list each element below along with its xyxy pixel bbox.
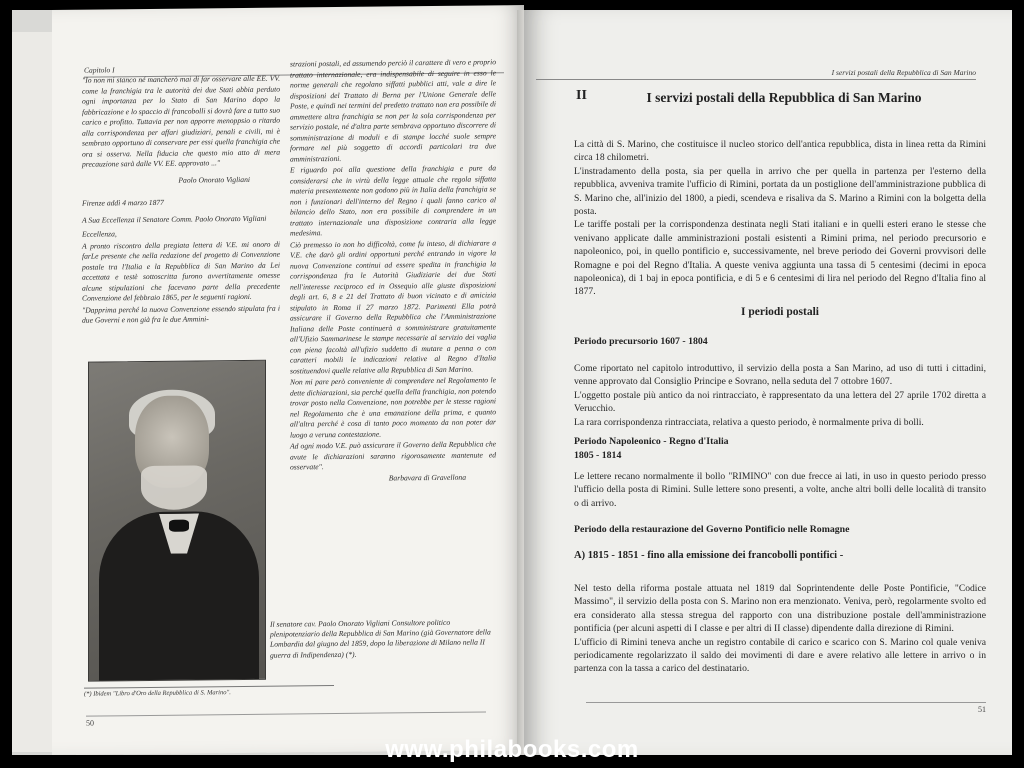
portrait-photo <box>88 360 266 682</box>
letter-salutation: Eccellenza, <box>82 229 117 239</box>
intro-paragraph: L'instradamento della posta, sia per quella in arrivo che per quella in partenza per l'esterno della repubblica, avveniva tramite l'ufficio di Rimini, portata da un postiglione dell'amministrazione pubblica di S. Marino che, all'inizio del 1800, a piedi, scendeva e risaliva da S. Marino a Rimini con la bolgetta della posta. <box>574 165 986 218</box>
letter-continuation-4: Non mi pare però conveniente di comprendere nel Regolamento le dette dichiarazioni, sia perché quella della franchigia, non potendo trovar posto nella Convenzione, non potrebbe per le stesse ragioni nel Regolamento che è una emanazione della prima, e quanto all'altra perché è cosa di tanto poco momento da non poter dar luogo a veruna contestazione. <box>290 375 496 440</box>
page-number-left: 50 <box>86 711 486 727</box>
portrait-beard <box>141 465 207 510</box>
page-number-right: 51 <box>586 702 986 714</box>
period3-title: Periodo della restaurazione del Governo Pontificio nelle Romagne <box>574 524 850 535</box>
portrait-tie <box>169 520 189 532</box>
period2-paragraph: Le lettere recano normalmente il bollo "RIMINO" con due frecce ai lati, in uso in questo periodo presso l'ufficio della posta di Rimini. Sulle lettere sono presenti, a volte, anche altri bolli delle località di transito o di arrivo. <box>574 471 986 509</box>
section-title: I periodi postali <box>741 306 819 318</box>
chapter-title: I servizi postali della Repubblica di San Marino <box>646 90 922 105</box>
period1-paragraph: La rara corrispondenza rintracciata, relativa a questo periodo, è normalmente priva di bolli. <box>574 416 924 428</box>
letter-continuation-2: E riguardo poi alla questione della franchigia e pure da considerarsi che in virtù della legge attuale che regola siffatta materia presentemente non godono più in Italia della franchigia se non i funzionari dell'interno del Regno i quali fanno carico al bilancio dello Stato, non era possibile di comprendere in un trattato internazionale una disposizione contraria alla legge medesima. <box>290 163 496 238</box>
period1-title: Periodo precursorio 1607 - 1804 <box>574 336 708 347</box>
right-running-head: I servizi postali della Repubblica di San Marino <box>536 68 976 80</box>
signature-vigliani: Paolo Onorato Vigliani <box>178 174 250 185</box>
period1-paragraph: Come riportato nel capitolo introduttivo, il servizio della posta a San Marino, ad uso di tutti i cittadini, venne approvato dal Consiglio Principe e Sovrano, nella seduta del 7 ottobre 1607. <box>574 363 986 388</box>
letter-continuation-3: Ciò premesso io non ho difficoltà, come fu inteso, di dichiarare a V.E. che darò gli ordini opportuni perché entrando in vigore la nuova Convenzione continui ad essere spedita in franchigia la corrispondenza fra le Autorità Giudiziarie dei due Stati nell'interesse reciproco ed in Ossequio alle giuste disposizioni degli art. 6, 8 e 21 del Trattato di buon vicinato e di amicizia stipulato in Roma il 27 marzo 1872. Parimenti Ella potrà assicurare il Governo della Repubblica che l'Amministrazione Italiana delle Poste continuerà a somministrare gratuitamente all'Ufizio Sammarinese le stampe necessarie al servizio dei vaglia con piena facoltà all'ufizio suddetto di mutare a penna o con caratteri mobili le indicazioni relative al Regno d'Italia sostituendovi quelle relative alla Repubblica di San Marino. <box>290 237 496 376</box>
left-column-text <box>82 74 280 328</box>
period2-text <box>574 470 986 510</box>
period2-years: 1805 - 1814 <box>574 450 622 461</box>
period3-paragraph: L'ufficio di Rimini teneva anche un registro contabile di carico e scarico con S. Marino col quale veniva periodicamente regolarizzato il saldo dei movimenti di dare e avere relativo alle lettere in arrivo o in partenza con la tassa a carico del destinatario. <box>574 636 986 675</box>
period2-title: Periodo Napoleonico - Regno d'Italia <box>574 436 729 447</box>
photo-caption: Il senatore cav. Paolo Onorato Vigliani Consultore politico plenipotenziario della Repubblica di San Marino (già Governatore della Lombardia dal giugno del 1859, dopo la liberazione di Milano nella II guerra di Indipendenza) (*). <box>270 617 491 660</box>
letter-date: Firenze addì 4 marzo 1877 <box>82 197 164 208</box>
period3a-title: A) 1815 - 1851 - fino alla emissione dei francobolli pontifici - <box>574 550 844 561</box>
intro-paragraph: La città di S. Marino, che costituisce il nucleo storico dell'antica repubblica, dista in linea retta da Rimini circa 18 chilometri. <box>574 139 986 164</box>
right-page <box>524 10 1012 755</box>
intro-paragraph: Le tariffe postali per la corrispondenza destinata negli Stati italiani e in quelli esteri erano le stesse che venivano applicate dalle amministrazioni postali esistenti a Rimini prima, nel periodo precursorio e napoleonico, poi, in quello pontificio e, successivamente, nel breve periodo dei Governi provvisori delle Romagne e poi del Regno d'Italia. A queste veniva aggiunta una tassa di 5 centesimi (decimi in epoca napoleonica), di 1 baj in epoca pontificia, e di 5 e 6 centesimi di lira nel periodo del Regno d'Italia fino al 1877. <box>574 219 986 298</box>
signature-gravellona: Barbavara di Gravellona <box>388 472 466 482</box>
period3-paragraph: Nel testo della riforma postale attuata nel 1819 dal Soprintendente delle Poste Pontificie, "Codice Massimo", il servizio della posta con S. Marino non era menzionato. Veniva, però, regolarmente svolto ed era considerato alla stessa stregua del rapporto con una distribuzione postale dell'amministrazione pontificia (per alcuni aspetti di I classe e per altri di II classe) dipendente dalla direzione di Rimini. <box>574 583 986 635</box>
letter-continuation-5: Ad ogni modo V.E. può assicurare il Governo della Repubblica che avute le dichiarazioni saranno rigorosamente mantenute ed osservate". <box>290 439 496 472</box>
letter-body: A pronto riscontro della pregiata lettera di V.E. mi onoro di farLe presente che nella redazione del progetto di Convenzione postale tra l'Italia e la Repubblica di San Marino da Lei accettata e testè sottoscritta furono avvertitamente omesse alcune stipulazioni che facevano parte della precedente Convenzione del febbraio 1865, per le seguenti ragioni. <box>82 239 280 303</box>
period3-text <box>574 582 986 676</box>
period1-paragraph: L'oggetto postale più antico da noi rintracciato, è rappresentato da una lettera del 27 aprile 1702 diretta a Verucchio. <box>574 389 986 415</box>
footnote: (*) Ibidem "Libro d'Oro della Repubblica di S. Marino". <box>84 685 334 698</box>
chapter-number: II <box>576 88 587 103</box>
book-spread <box>12 10 1012 755</box>
left-page <box>52 5 524 755</box>
left-running-head: Capitolo I <box>84 61 504 77</box>
intro-text <box>574 138 986 299</box>
quote-paragraph: "Io non mi stanco né mancherò mai di far osservare alle EE. VV. come la franchigia tra le autorità dei due Stati abbia perduto ogni importanza per lo Stato di San Marino dopo la fabbricazione e lo spaccio di francobolli si dovrà fare a tutto suo carico e profitto. Tuttavia per non apporre menoppsio o ritardo alla corrispondenza per affari giudiziari, penali e civili, mi è sembrato opportuno di conservare per essi quella franchigia che ora si osserva. Nella fiducia che questo mio atto di mera precauzione sarà dalle VV. EE. approvato ..." <box>82 73 280 169</box>
period1-text <box>574 362 986 429</box>
letter-quote-start: "Dapprima perché la nuova Convenzione essendo stipulata fra i due Governi e non già fra le due Ammini- <box>82 303 280 325</box>
watermark: www.philabooks.com <box>385 736 639 763</box>
letter-addressee: A Sua Eccellenza il Senatore Comm. Paolo Onorato Vigliani <box>82 213 267 225</box>
left-page-edge <box>12 32 56 752</box>
letter-continuation-1: strazioni postali, ed assumendo perciò il carattere di vero e proprio trattato internazionale, era indispensabile di seguire in esso le norme generali che regolano siffatti pubblici atti, vale a dire le disposizioni del Trattato di Berna per l'Unione Generale delle Poste, e quindi nei termini del predetto trattato non era possibile di ammettere altra franchigia se non per la sola corrispondenza per servizio postale, né d'altra parte sembrava opportuno discorrere di somministrazione di moduli e di stampe locché suole sempre formare nel più soggetto di accordi particolari tra due amministrazioni. <box>290 57 496 164</box>
right-column-text <box>290 57 496 485</box>
